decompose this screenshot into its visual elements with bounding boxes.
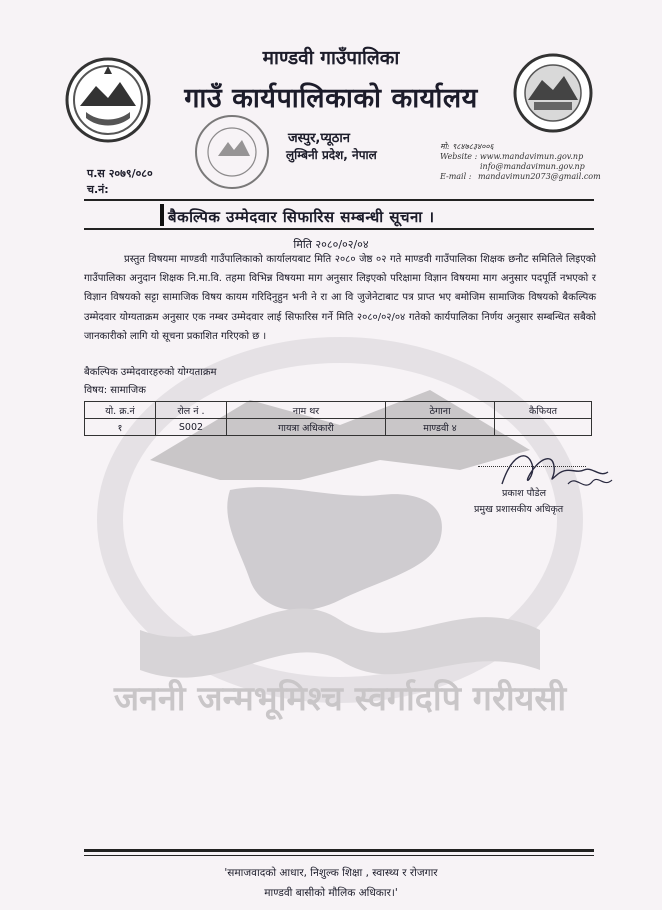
candidate-table	[84, 401, 592, 436]
email-label: E-mail :	[440, 172, 472, 181]
footer-slogan-line-1: 'समाजवादको आधार, निशुल्क शिक्षा , स्वास्थ्य र रोजगार	[224, 867, 438, 879]
website: Website : www.mandavimun.gov.np	[440, 152, 584, 161]
cell-name: गायत्रा अधिकारी	[227, 419, 386, 436]
email-1: info@mandavimun.gov.np	[480, 162, 585, 171]
municipality-name: माण्डवी गाउँपालिका	[262, 47, 400, 69]
chalani-number: च.नं:	[87, 183, 109, 196]
office-stamp	[192, 112, 272, 192]
col-remarks: कैफियत	[495, 402, 592, 419]
signature-line	[478, 466, 586, 467]
title-box-left-border	[160, 204, 164, 226]
col-address: ठेगाना	[386, 402, 495, 419]
col-roll: रोल नं .	[156, 402, 227, 419]
subject-line: विषय: सामाजिक	[84, 385, 146, 396]
candidate-list-heading: बैकल्पिक उम्मेदवारहरुको योग्यताक्रम	[84, 367, 217, 378]
title-divider	[84, 228, 594, 230]
watermark-motto: जननी जन्मभूमिश्च स्वर्गादपि गरीयसी	[113, 679, 567, 719]
notice-date: मिति २०८०/०२/०४	[293, 238, 369, 251]
footer-slogan-line-2: माण्डवी बासीको मौलिक अधिकार।'	[264, 887, 398, 899]
header-divider	[84, 199, 594, 201]
address-line-1: जस्पुर,प्यूठान	[288, 131, 350, 146]
footer-divider-bottom	[84, 855, 594, 856]
signatory-post: प्रमुख प्रशासकीय अधिकृत	[474, 504, 564, 515]
nepal-emblem-watermark	[80, 330, 600, 750]
office-name: गाउँ कार्यपालिकाको कार्यालय	[184, 83, 478, 114]
table-header-row	[85, 402, 592, 419]
address-line-2: लुम्बिनी प्रदेश, नेपाल	[286, 148, 377, 162]
cell-remarks	[495, 419, 592, 436]
email-2: mandavimun2073@gmail.com	[477, 172, 601, 181]
cell-roll: S002	[156, 419, 227, 436]
col-name: नाम थर	[227, 402, 386, 419]
footer-divider-top	[84, 849, 594, 852]
notice-title: बैकल्पिक उम्मेदवार सिफारिस सम्बन्धी सूचना ।	[168, 208, 435, 226]
handwritten-signature	[472, 444, 632, 504]
table-row	[85, 419, 592, 436]
cell-serial: १	[85, 419, 156, 436]
cell-address: माण्डवी ४	[386, 419, 495, 436]
phone-number: मो: ९८४७८३४००६	[440, 142, 494, 151]
notice-body: प्रस्तुत विषयमा माण्डवी गाउँपालिकाको कार्यालयबाट मिति २०८० जेष्ठ ०२ गते माण्डवी गाउँपालिका शिक्षक छनौट समितिले लिइएको गाउँपालिका अनुदान शिक्षक नि.मा.वि. तहमा विभिन्न विषयमा माग अनुसार लिइएको परिक्षामा विज्ञान विषयमा माग अनुसार पदपूर्ति नभएको र विज्ञान विषयको सट्टा सामाजिक विषय कायम गरिदिनुहुन भनी ने रा आ वि जुजेनेटाबाट पत्र प्राप्त भए बमोजिम सामाजिक विषयको बैकल्पिक उम्मेदवार योग्यताक्रम अनुसार एक नम्बर उम्मेदवार लाई सिफारिस गर्ने मिति २०८०/०२/०४ गतेको कार्यपालिका निर्णय अनुसार सम्बन्धित सबैको जानकारीको लागि यो सूचना प्रकाशित गरिएको छ ।	[84, 254, 596, 342]
patra-sankhya: प.स २०७९/०८०	[87, 167, 153, 180]
signatory-name: प्रकाश पौडेल	[502, 488, 547, 499]
contact-block	[440, 142, 601, 182]
col-serial: यो. क्र.नं	[85, 402, 156, 419]
